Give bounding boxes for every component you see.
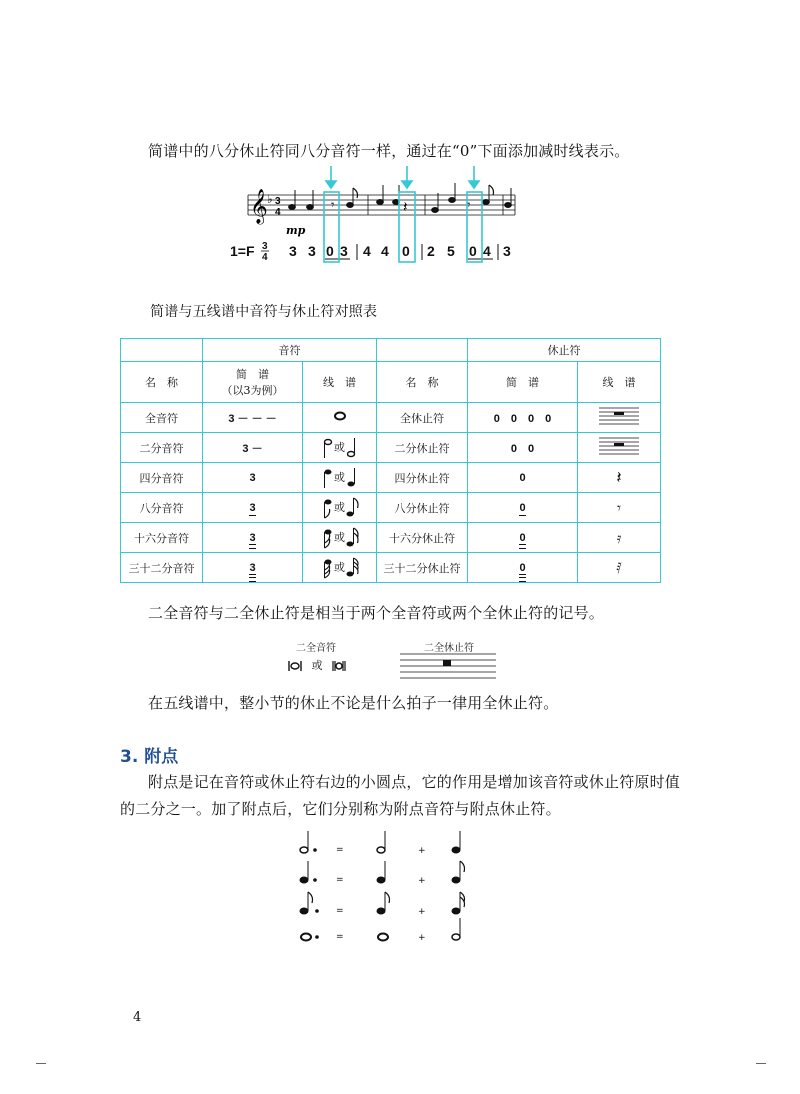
col-staff: 线 谱 <box>303 362 377 403</box>
half-note-stem-down-icon <box>320 437 334 459</box>
half-rest-icon <box>599 436 639 456</box>
svg-text:4: 4 <box>483 243 491 259</box>
double-whole-note-icon <box>288 660 302 672</box>
svg-text:=: = <box>336 906 344 916</box>
treble-clef-icon: 𝄞 <box>250 189 268 224</box>
sixteenth-note-stem-up-icon <box>345 527 359 549</box>
thirty-second-note-stem-up-icon <box>345 557 359 579</box>
svg-text:=: = <box>336 875 344 885</box>
page-number: 4 <box>133 1010 142 1025</box>
svg-text:3: 3 <box>275 196 281 207</box>
svg-text:+: + <box>418 846 426 856</box>
double-whole-note-label: 二全音符 <box>296 643 336 654</box>
thirty-second-note-stem-down-icon <box>320 557 334 579</box>
col-rest-name: 名 称 <box>377 362 468 403</box>
intro-sentence: 简谱中的八分休止符同八分音符一样，通过在“0”下面添加减时线表示。 <box>148 142 630 160</box>
svg-text:3: 3 <box>340 243 348 259</box>
quarter-note-stem-up-icon <box>345 467 359 489</box>
eighth-note-stem-up-icon <box>345 497 359 519</box>
svg-text:4: 4 <box>262 252 268 263</box>
eighth-rest-icon: 𝄾 <box>467 198 471 213</box>
svg-text:0: 0 <box>402 243 410 259</box>
quarter-rest-icon: 𝄽 <box>403 198 408 216</box>
svg-text:5: 5 <box>447 243 455 259</box>
quarter-rest-icon: 𝄽 <box>616 467 622 488</box>
crop-mark-left <box>36 1063 46 1064</box>
table-row: 八分音符 3 或 八分休止符 0 𝄾 <box>121 493 661 523</box>
svg-text:+: + <box>418 933 426 943</box>
quarter-note-stem-down-icon <box>320 467 334 489</box>
dynamic-mark: mp <box>286 224 306 237</box>
whole-note-icon <box>330 409 350 423</box>
svg-text:+: + <box>418 907 426 917</box>
dot-paragraph-line-2: 的二分之一。加了附点后，它们分别称为附点音符与附点休止符。 <box>120 800 561 818</box>
thirty-second-rest-icon: 𝅀 <box>616 558 622 577</box>
table-row: 全音符 3 － － － 全休止符 0 0 0 0 <box>121 403 661 433</box>
svg-text:0: 0 <box>326 243 334 259</box>
section-title: 3. 附点 <box>120 747 179 767</box>
svg-text:0: 0 <box>469 243 477 259</box>
double-whole-sentence: 二全音符与二全休止符是相当于两个全音符或两个全休止符的记号。 <box>148 604 605 622</box>
dotted-note-equations <box>290 825 490 955</box>
eighth-rest-icon: 𝄾 <box>617 498 621 517</box>
svg-text:3: 3 <box>503 243 511 259</box>
table-row: 十六分音符 3 或 十六分休止符 0 𝄿 <box>121 523 661 553</box>
whole-rest-sentence: 在五线谱中，整小节的休止不论是什么拍子一律用全休止符。 <box>148 694 559 712</box>
table-row: 四分音符 3 或 四分休止符 0 𝄽 <box>121 463 661 493</box>
crop-mark-right <box>756 1063 766 1064</box>
svg-text:3: 3 <box>262 241 268 252</box>
whole-rest-icon <box>599 406 639 426</box>
comparison-table <box>120 338 661 583</box>
svg-text:=: = <box>336 845 344 855</box>
header-notes: 音符 <box>203 339 377 362</box>
svg-text:+: + <box>418 876 426 886</box>
svg-text:4: 4 <box>381 243 389 259</box>
eighth-rest-icon: 𝄾 <box>331 198 335 213</box>
svg-text:=: = <box>336 932 344 942</box>
double-whole-rest-label: 二全休止符 <box>424 643 474 654</box>
col-jianpu: 简 谱 （以3为例） <box>203 362 303 403</box>
col-name: 名 称 <box>121 362 203 403</box>
double-whole-notes: 或 <box>288 657 346 673</box>
svg-text:3: 3 <box>289 243 297 259</box>
sixteenth-rest-icon: 𝄿 <box>616 528 622 547</box>
double-whole-note-alt-icon <box>332 660 346 672</box>
table-row: 三十二分音符 3 或 三十二分休止符 0 𝅀 <box>121 553 661 583</box>
col-rest-staff: 线 谱 <box>578 362 661 403</box>
sixteenth-note-stem-down-icon <box>320 527 334 549</box>
key-signature: 1=F <box>230 243 255 259</box>
header-rests: 休止符 <box>468 339 661 362</box>
svg-text:2: 2 <box>427 243 435 259</box>
col-rest-jianpu: 简 谱 <box>468 362 578 403</box>
dot-paragraph-line-1: 附点是记在音符或休止符右边的小圆点，它的作用是增加该音符或休止符原时值 <box>148 773 681 791</box>
svg-text:4: 4 <box>275 207 281 218</box>
double-whole-rest-icon <box>400 652 496 680</box>
flat-icon: ♭ <box>267 192 273 206</box>
eighth-note-stem-down-icon <box>320 497 334 519</box>
table-row: 二分音符 3 － 或 二分休止符 0 0 <box>121 433 661 463</box>
table-caption: 简谱与五线谱中音符与休止符对照表 <box>150 304 378 320</box>
svg-text:4: 4 <box>363 243 371 259</box>
svg-text:3: 3 <box>308 243 316 259</box>
half-note-stem-up-icon <box>345 437 359 459</box>
music-example <box>230 162 530 270</box>
